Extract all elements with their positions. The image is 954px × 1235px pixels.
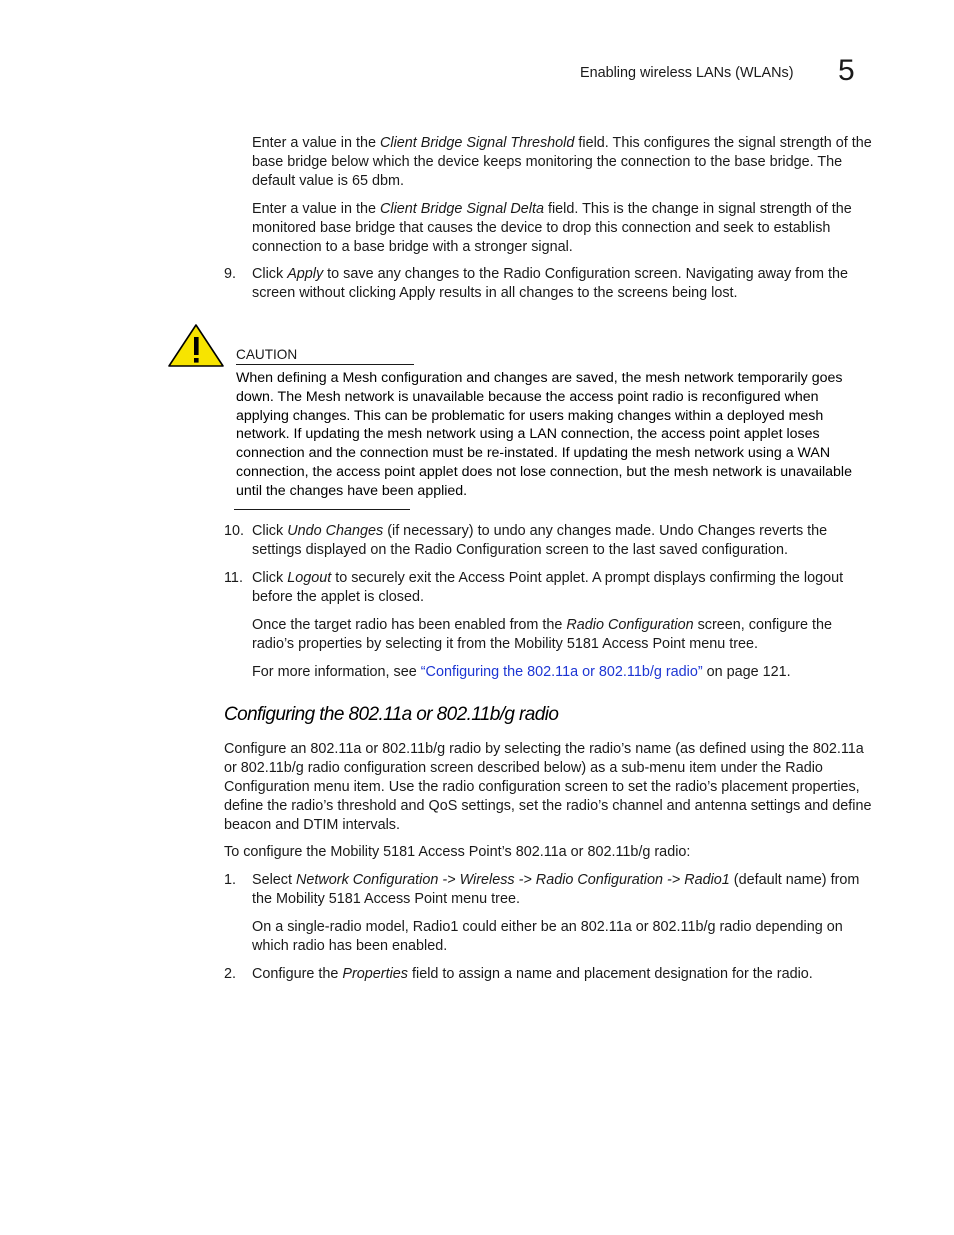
section-intro-paragraph: Configure an 802.11a or 802.11b/g radio by selecting the radio’s name (as defined using the 802.11a or 802.11b/g radio configuration screen described below) as a sub-menu item under the Radio Configuration menu item. Use the radio configuration screen to set the radio’s placement properties, define the radio’s threshold and QoS settings, set the radio’s channel and antenna settings and define beacon and DTIM intervals. xyxy=(224,741,872,833)
action-name: Apply xyxy=(287,266,324,282)
text-segment: For more information, see xyxy=(252,664,421,680)
text-segment: Configure the xyxy=(252,966,343,982)
step-text xyxy=(252,265,872,303)
section-heading: Configuring the 802.11a or 802.11b/g radio xyxy=(224,704,559,725)
action-name: Undo Changes xyxy=(287,523,384,539)
text-segment: (if necessary) to undo any changes made. Undo Changes reverts the settings displayed on the Radio Configuration screen to the last saved configuration. xyxy=(252,523,828,558)
step-number: 9. xyxy=(224,266,237,282)
text-segment: Click xyxy=(252,523,288,539)
step-text xyxy=(252,965,872,984)
caution-text: When defining a Mesh configuration and changes are saved, the mesh network temporarily goes down. The Mesh network is unavailable because the access point radio is reconfigured when applying changes. This can be problematic for users making changes within a deployed mesh network. If updating the mesh network using a LAN connection, the access point applet loses connection and the connection must be re-instated. If updating the mesh network using a WAN connection, the access point applet does not lose connection, but the mesh network is unavailable until the changes have been applied. xyxy=(236,370,852,499)
menu-path: Network Configuration -> Wireless -> Radio Configuration -> Radio1 xyxy=(296,872,730,888)
caution-bottom-divider xyxy=(234,509,410,510)
text-segment: screen, configure the radio’s properties by selecting it from the Mobility 5181 Access Point menu tree. xyxy=(252,617,832,652)
caution-label: CAUTION xyxy=(236,347,298,362)
warning-triangle-icon xyxy=(167,323,225,368)
text-segment: Enter a value in the xyxy=(252,201,380,217)
text-segment: to save any changes to the Radio Configuration screen. Navigating away from the screen without clicking Apply results in all changes to the screens being lost. xyxy=(252,266,848,301)
text-segment: on page 121. xyxy=(702,664,791,680)
cross-reference-link[interactable]: “Configuring the 802.11a or 802.11b/g radio” xyxy=(420,664,703,680)
once-paragraph xyxy=(252,616,872,654)
step-number: 11. xyxy=(224,570,243,586)
step-text xyxy=(252,871,872,909)
step-note: On a single-radio model, Radio1 could either be an 802.11a or 802.11b/g radio depending on which radio has been enabled. xyxy=(252,919,843,954)
text-segment: field. This configures the signal strength of the base bridge below which the device keeps monitoring the connection to the base bridge. The default value is 65 dbm. xyxy=(252,135,872,189)
text-segment: field. This is the change in signal strength of the monitored base bridge that causes the device to drop this connection and seek to establish connection to a base bridge with a stronger signal. xyxy=(252,201,852,255)
step-number: 2. xyxy=(224,966,237,982)
step-text xyxy=(252,522,872,560)
field-name: Client Bridge Signal Threshold xyxy=(380,135,575,151)
more-info-paragraph xyxy=(252,663,872,682)
text-segment: Enter a value in the xyxy=(252,135,380,151)
action-name: Logout xyxy=(287,570,332,586)
text-segment: (default name) from the Mobility 5181 Access Point menu tree. xyxy=(252,872,860,907)
delta-paragraph xyxy=(252,200,872,257)
step-text xyxy=(252,569,872,607)
text-segment: Click xyxy=(252,570,288,586)
running-header-title: Enabling wireless LANs (WLANs) xyxy=(580,65,794,81)
text-segment: Select xyxy=(252,872,296,888)
screen-name: Radio Configuration xyxy=(566,617,694,633)
text-segment: Click xyxy=(252,266,288,282)
step-number: 1. xyxy=(224,872,237,888)
threshold-paragraph xyxy=(252,134,872,191)
text-segment: to securely exit the Access Point applet. A prompt displays confirming the logout before the applet is closed. xyxy=(252,570,844,605)
caution-divider xyxy=(236,364,414,365)
step-number: 10. xyxy=(224,523,245,539)
section-lead-paragraph: To configure the Mobility 5181 Access Point’s 802.11a or 802.11b/g radio: xyxy=(224,844,691,860)
field-name: Client Bridge Signal Delta xyxy=(380,201,544,217)
field-name: Properties xyxy=(342,966,408,982)
text-segment: Once the target radio has been enabled from the xyxy=(252,617,567,633)
text-segment: field to assign a name and placement designation for the radio. xyxy=(408,966,813,982)
chapter-number: 5 xyxy=(838,54,855,87)
